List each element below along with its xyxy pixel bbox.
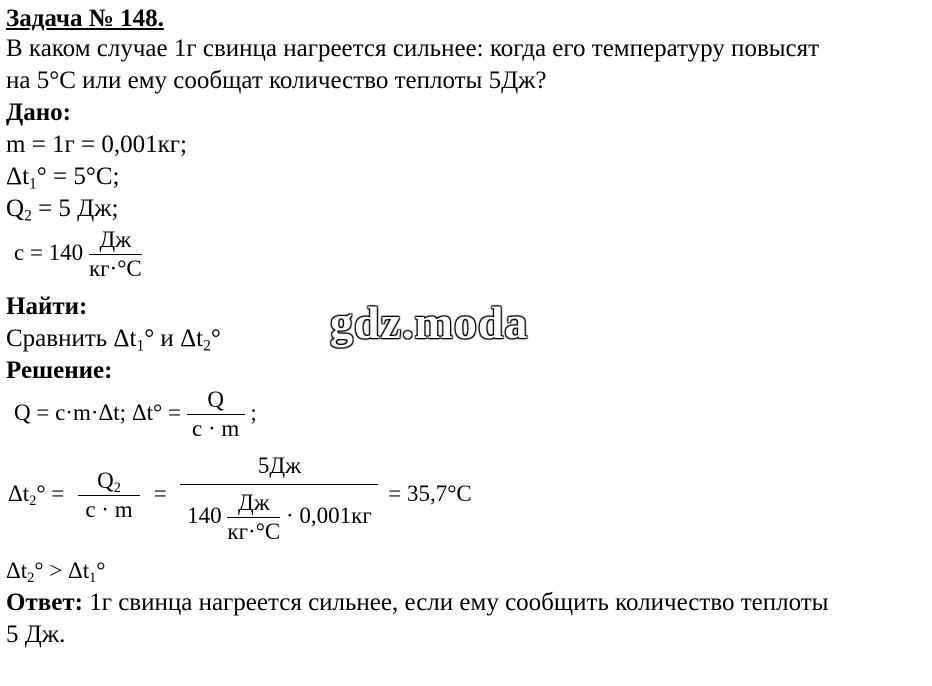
find-heading: Найти:: [6, 293, 88, 320]
problem-title: Задача № 148.: [6, 5, 164, 32]
question-line-1: В каком случае 1г свинца нагреется сильнее: когда его температуру повысят: [6, 35, 820, 62]
fraction-bar: [180, 484, 378, 485]
given-c-fraction: [89, 226, 142, 283]
frac2-den-suffix: · 0,001кг: [285, 502, 372, 528]
find-sub1: 1: [136, 337, 145, 355]
formula-2-frac2-den: [180, 489, 378, 546]
given-q2: [6, 194, 118, 224]
comparison-a: Δt: [6, 558, 28, 583]
comparison-a-sub: 2: [27, 569, 35, 586]
given-specific-heat: [14, 226, 142, 283]
frac2-den-units-num: Дж: [238, 490, 270, 515]
formula-2-eq: =: [153, 480, 167, 506]
find-prefix: Сравнить Δt: [6, 325, 137, 352]
frac2-den-units: [227, 489, 280, 546]
find-suffix: °: [210, 325, 221, 352]
find-mid: ° и Δt: [144, 325, 204, 352]
find-text: [6, 324, 221, 354]
solution-heading: Решение:: [6, 357, 113, 384]
formula-1-den: c · m: [192, 416, 240, 441]
comparison: [6, 556, 106, 586]
find-sub2: 2: [203, 337, 211, 355]
answer-text-1: 1г свинца нагреется сильнее, если ему сообщить количество теплоты: [82, 589, 829, 616]
comparison-mid: ° > Δt: [34, 558, 90, 583]
frac1-num-sub: 2: [113, 479, 121, 496]
given-c-num: Дж: [99, 227, 132, 252]
frac2-den-prefix: 140: [187, 502, 222, 528]
formula-2-left-prefix: Δt: [8, 480, 30, 506]
formula-2-frac1-den: c · m: [85, 497, 133, 522]
formula-2-left-suffix: ° =: [36, 480, 65, 506]
given-q2-sub: 2: [24, 207, 32, 225]
given-dt1-prefix: Δt: [6, 163, 30, 190]
frac1-num-prefix: Q: [97, 468, 114, 493]
comparison-end: °: [96, 558, 106, 583]
formula-1: [14, 386, 257, 443]
given-dt1-suffix: ° = 5°С;: [36, 163, 120, 190]
frac2-den-units-den: кг·°С: [227, 519, 281, 544]
formula-2-frac1-num: [78, 467, 140, 495]
formula-1-num: Q: [207, 387, 224, 412]
watermark-logo: gdz.moda: [330, 297, 529, 348]
given-c-den: кг·°С: [88, 256, 142, 281]
formula-1-end: ;: [250, 399, 257, 425]
formula-2-fraction-2: [180, 452, 378, 546]
comparison-b-sub: 1: [89, 569, 97, 586]
formula-2-frac2-num: 5Дж: [257, 453, 302, 478]
given-mass: m = 1г = 0,001кг;: [6, 131, 187, 158]
given-c-prefix: c = 140: [14, 239, 84, 265]
answer-label: Ответ:: [6, 589, 83, 616]
given-dt1-sub: 1: [29, 175, 37, 193]
given-dt1: [6, 162, 120, 192]
formula-2-left: [8, 480, 65, 509]
formula-1-left: Q = c·m·Δt; Δt° =: [14, 399, 181, 425]
formula-2-result: = 35,7°С: [388, 480, 472, 506]
formula-2: [8, 452, 472, 546]
given-q2-prefix: Q: [6, 195, 25, 222]
answer-line-1: [6, 588, 828, 618]
question-line-2: на 5°С или ему сообщат количество теплоты 5Дж?: [6, 67, 547, 94]
given-heading: Дано:: [6, 99, 71, 126]
answer-line-2: 5 Дж.: [6, 621, 66, 648]
given-q2-suffix: = 5 Дж;: [31, 195, 119, 222]
formula-2-fraction-1: [78, 467, 140, 524]
formula-1-fraction: [187, 386, 245, 443]
formula-2-left-sub: 2: [29, 492, 37, 509]
